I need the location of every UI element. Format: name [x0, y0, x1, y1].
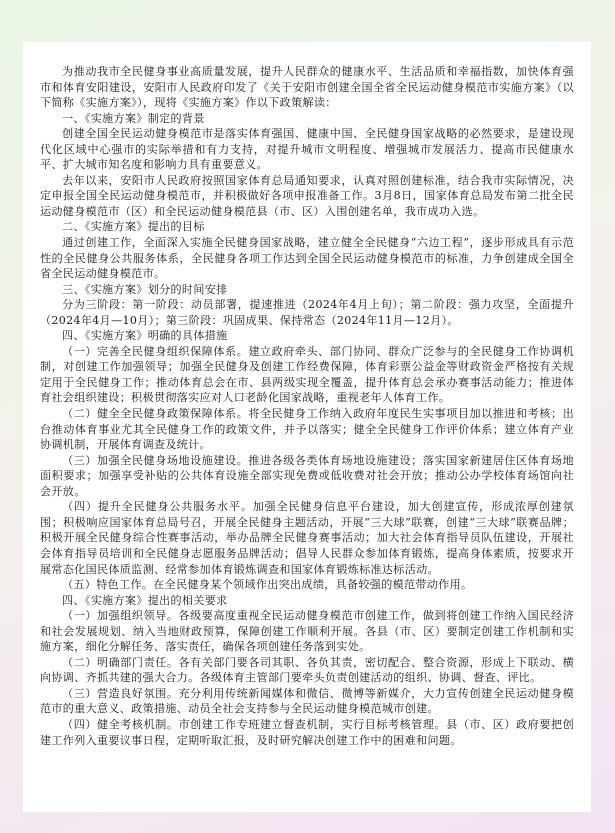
- policy-interpretation-text: [40, 64, 574, 748]
- measure-item-2: （二）健全全民健身政策保障体系。将全民健身工作纳入政府年度民生实事项目加以推进和考核；出台推动体育事业尤其全民健身工作的政策文件，并予以落实；健全全民健身工作评价体系；建立体育产业协调机制，开展体育调查及统计。: [40, 407, 574, 452]
- measure-item-1: （一）完善全民健身组织保障体系。建立政府牵头、部门协同、群众广泛参与的全民健身工作协调机制，对创建工作加强领导；加强全民健身及创建工作经费保障，体育彩票公益金等财政资金严格按有关规定用于全民健身工作；推动体育总会在市、县两级实现全覆盖，提升体育总会承办赛事活动能力；推进体育社会组织建设；积极贯彻落实应对人口老龄化国家战略，重视老年人体育工作。: [40, 344, 574, 405]
- measure-item-5: （五）特色工作。在全民健身某个领域作出突出成绩，具备较强的模范带动作用。: [62, 578, 473, 592]
- requirement-item-2: （二）明确部门责任。各有关部门要各司其职、各负其责，密切配合、整合资源，形成上下联动、横向协调、齐抓共建的强大合力。各级体育主管部门要牵头负责创建活动的组织、协调、督查、评比。: [40, 655, 574, 685]
- schedule-paragraph: 分为三阶段：第一阶段：动员部署，提速推进（2024年4月上旬）；第二阶段：强力攻坚，全面提升（2024年4月—10月）；第三阶段：巩固成果、保持常态（2024年11月—12月）。: [40, 298, 574, 327]
- requirement-item-4: （四）健全考核机制。市创建工作专班建立督查机制，实行目标考核管理。县（市、区）政府要把创建工作列入重要议事日程，定期听取汇报，及时研究解决创建工作中的困难和问题。: [40, 717, 574, 747]
- section-heading-background: 一、《实施方案》制定的背景: [62, 111, 205, 125]
- background-paragraph-1: 创建全国全民运动健身模范市是落实体育强国、健康中国、全民健身国家战略的必然要求，是建设现代化区域中心强市的实际举措和有力支持，对提升城市文明程度、增强城市发展活力、提高市民健康水平、扩大城市知名度和影响力具有重要意义。: [40, 127, 574, 172]
- background-paragraph-2: 去年以来，安阳市人民政府按照国家体育总局通知要求，认真对照创建标准，结合我市实际情况，决定申报全国全民运动健身模范市，并积极做好各项申报准备工作。3月8日，国家体育总局发布第二批全民运动健身模范市（区）和全民运动健身模范县（市、区）入围创建名单，我市成功入选。: [40, 173, 574, 218]
- intro-paragraph: 为推动我市全民健身事业高质量发展，提升人民群众的健康水平、生活品质和幸福指数，加快体育强市和体育安阳建设，安阳市人民政府印发了《关于安阳市创建全国全省全民运动健身模范市实施方案》（以下简称《实施方案》），现将《实施方案》作以下政策解读：: [40, 65, 574, 110]
- section-heading-measures: 四、《实施方案》明确的具体措施: [62, 329, 228, 343]
- section-heading-schedule: 三、《实施方案》划分的时间安排: [62, 282, 228, 296]
- requirement-item-3: （三）营造良好氛围。充分利用传统新闻媒体和微信、微博等新媒介，大力宣传创建全民运动健身模范市的重大意义、政策措施、动员全社会支持参与全民运动健身模范城市创建。: [40, 686, 574, 716]
- goals-paragraph: 通过创建工作，全面深入实施全民健身国家战略，建立健全全民健身“六边工程”，逐步形成具有示范性的全民健身公共服务体系，全民健身各项工作达到全国全民运动健身模范市的标准，力争创建成全国全省全民运动健身模范市。: [40, 236, 574, 281]
- section-heading-goals: 二、《实施方案》提出的目标: [62, 220, 205, 234]
- requirement-item-1: （一）加强组织领导。各级要高度重视全民运动健身模范市创建工作，做到将创建工作纳入国民经济和社会发展规划、纳入当地财政预算，保障创建工作顺利开展。各县（市、区）要制定创建工作机制和实施方案，细化分解任务、落实责任，确保各项创建任务落到实处。: [40, 609, 574, 654]
- measure-item-3: （三）加强全民健身场地设施建设。推进各级各类体育场地设施建设；落实国家新建居住区体育场地面积要求；加强享受补贴的公共体育设施全部实现免费或低收费对社会开放；推动公办学校体育场馆向社会开放。: [40, 453, 574, 498]
- measure-item-4: （四）提升全民健身公共服务水平。加强全民健身信息平台建设，加大创建宣传，形成浓厚创建氛围；积极响应国家体育总局号召，开展全民健身主题活动，开展“三大球”联赛，创建“三大球”联赛品牌；积极开展全民健身综合性赛事活动，举办品牌全民健身赛事活动；加大社会体育指导员队伍建设，开展社会体育指导员培训和全民健身志愿服务品牌活动；倡导人民群众参加体育锻炼，提高身体素质，按要求开展常态化国民体质监测、经常参加体育锻炼调查和国家体育锻炼标准达标活动。: [40, 500, 574, 576]
- document-page: [23, 42, 591, 812]
- section-heading-requirements: 四、《实施方案》提出的相关要求: [62, 593, 228, 607]
